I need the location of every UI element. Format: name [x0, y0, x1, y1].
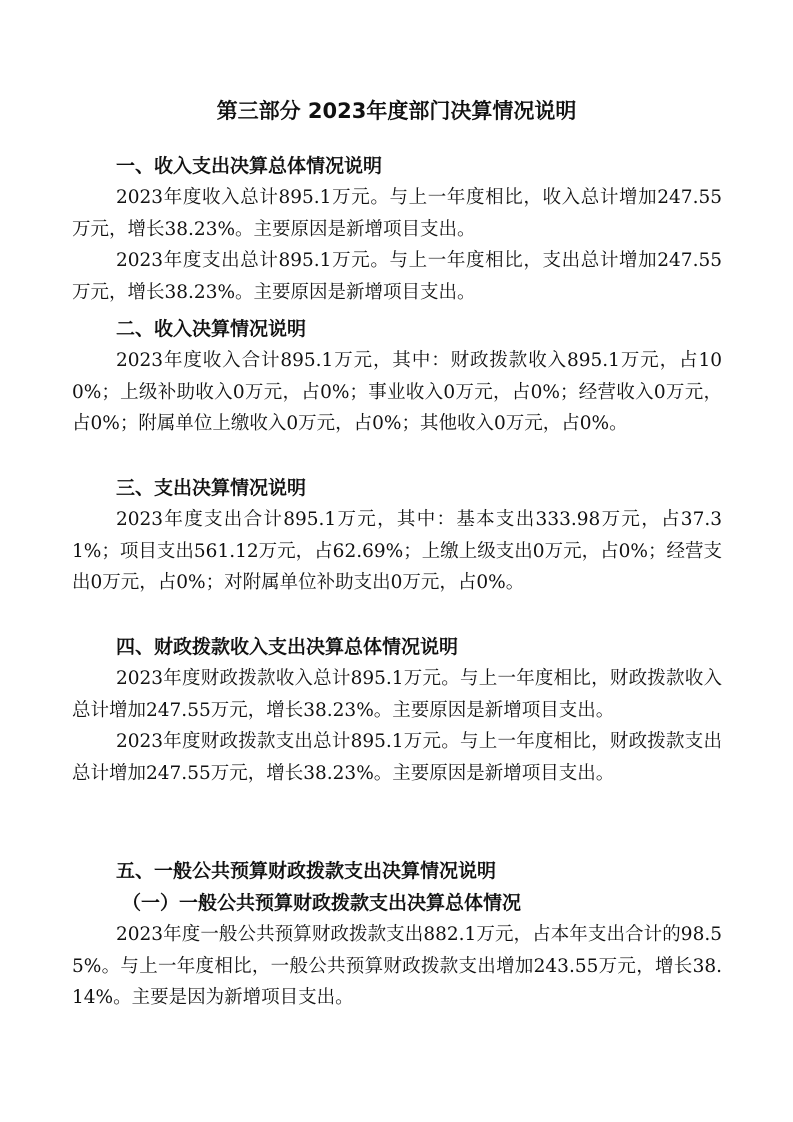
- section-paragraph: 2023年度支出总计895.1万元。与上一年度相比，支出总计增加247.55万元，增长38.23%。主要原因是新增项目支出。: [72, 250, 722, 303]
- section-heading: 四、财政拨款收入支出决算总体情况说明: [116, 636, 459, 658]
- section-heading: 二、收入决算情况说明: [116, 318, 307, 340]
- section-paragraph: 2023年度一般公共预算财政拨款支出882.1万元，占本年支出合计的98.55%。与上一年度相比，一般公共预算财政拨款支出增加243.55万元，增长38.14%。主要是因为新增项目支出。: [72, 924, 722, 1009]
- section-4: [72, 631, 722, 789]
- page-title: 第三部分 2023年度部门决算情况说明: [216, 99, 577, 123]
- section-subheading: （一）一般公共预算财政拨款支出决算总体情况: [122, 892, 522, 914]
- section-paragraph: 2023年度收入总计895.1万元。与上一年度相比，收入总计增加247.55万元，增长38.23%。主要原因是新增项目支出。: [72, 187, 722, 240]
- section-paragraph: 2023年度支出合计895.1万元，其中：基本支出333.98万元，占37.31%；项目支出561.12万元，占62.69%；上缴上级支出0万元，占0%；经营支出0万元，占0%；对附属单位补助支出0万元，占0%。: [72, 509, 722, 594]
- section-paragraph: 2023年度财政拨款支出总计895.1万元。与上一年度相比，财政拨款支出总计增加247.55万元，增长38.23%。主要原因是新增项目支出。: [72, 731, 722, 784]
- section-1: [72, 150, 722, 308]
- section-5: [72, 855, 722, 1014]
- section-paragraph: 2023年度收入合计895.1万元，其中：财政拨款收入895.1万元，占100%；上级补助收入0万元，占0%；事业收入0万元，占0%；经营收入0万元，占0%；附属单位上缴收入0万元，占0%；其他收入0万元，占0%。: [72, 350, 722, 435]
- section-paragraph: 2023年度财政拨款收入总计895.1万元。与上一年度相比，财政拨款收入总计增加247.55万元，增长38.23%。主要原因是新增项目支出。: [72, 668, 722, 721]
- section-heading: 一、收入支出决算总体情况说明: [116, 155, 383, 177]
- section-heading: 三、支出决算情况说明: [116, 477, 307, 499]
- section-3: [72, 472, 722, 599]
- section-2: [72, 313, 722, 440]
- section-heading: 五、一般公共预算财政拨款支出决算情况说明: [116, 860, 497, 882]
